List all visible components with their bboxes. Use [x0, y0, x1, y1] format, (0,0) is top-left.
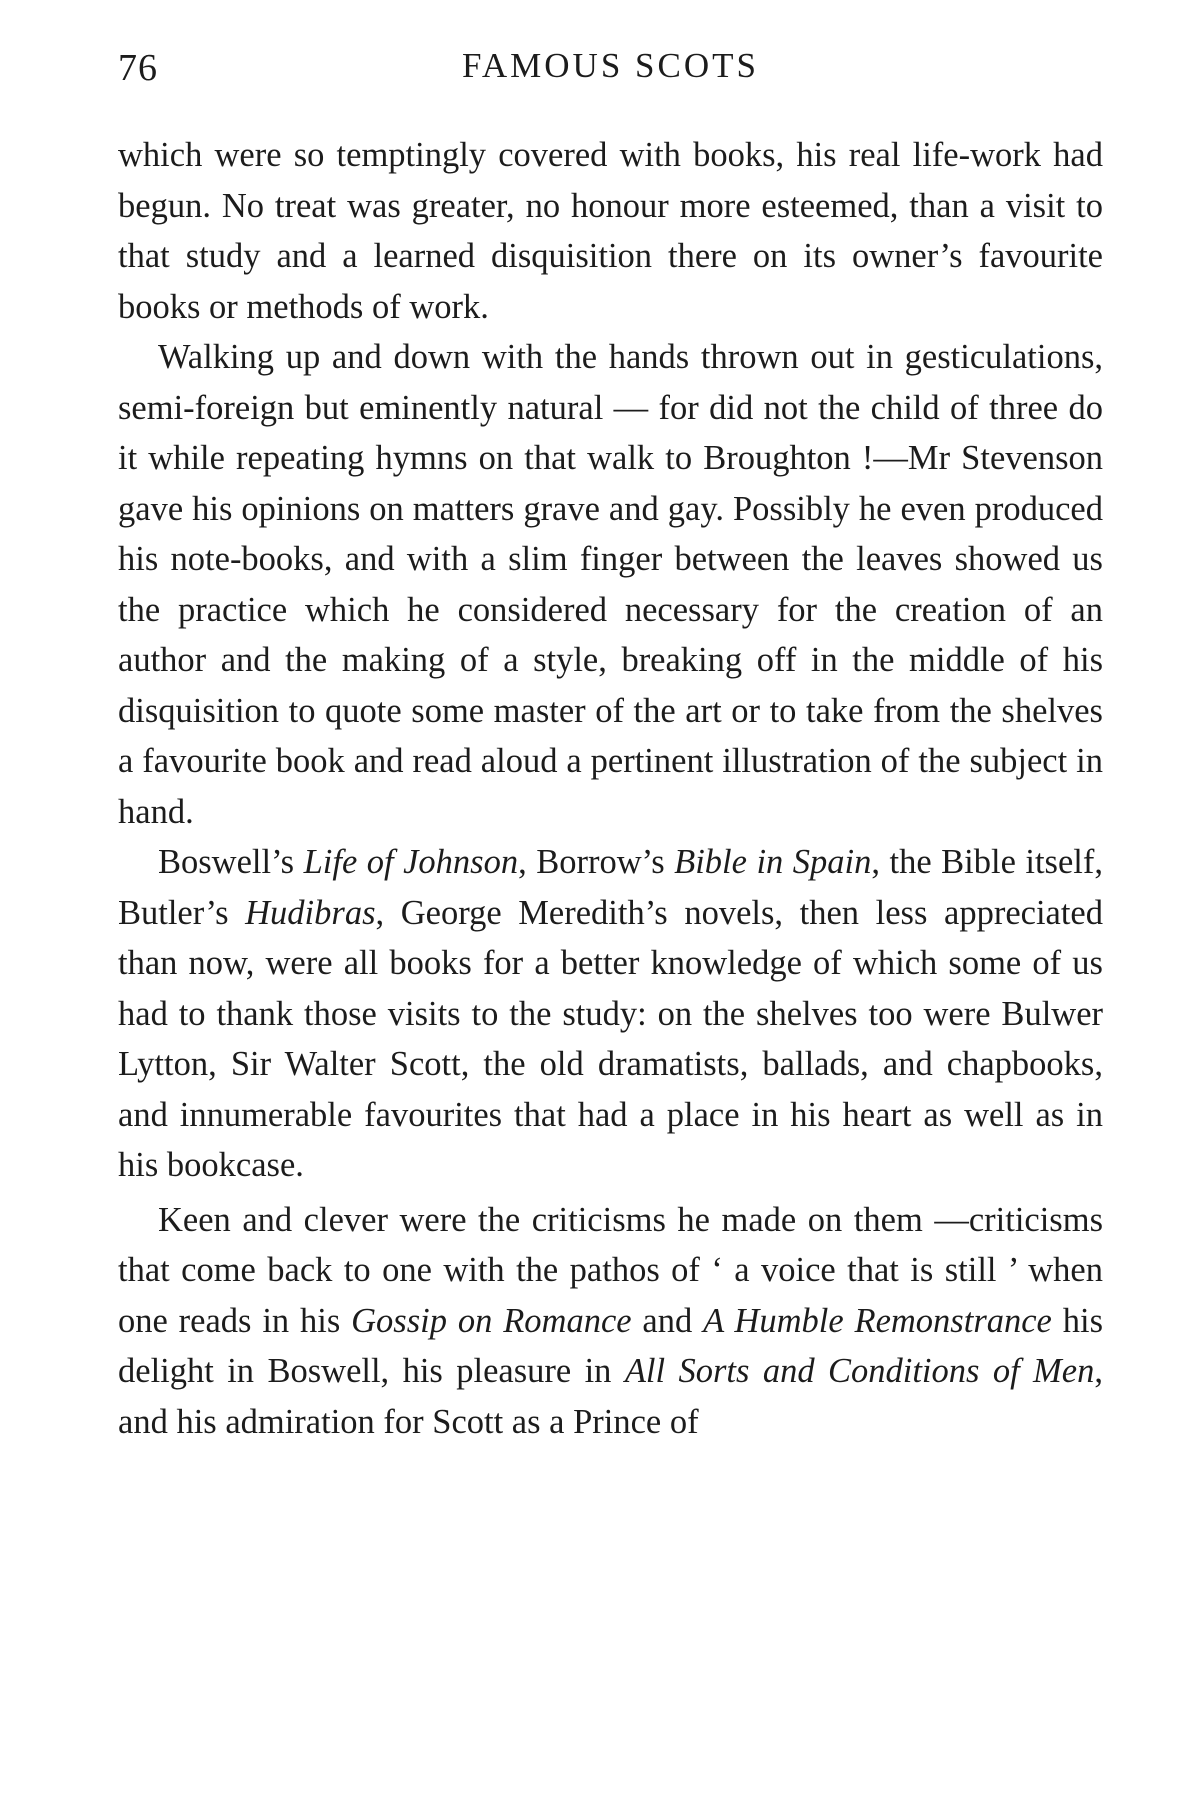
paragraph: [118, 837, 1103, 1191]
text-run: which were so temptingly covered with books, his real life-work had begun. No treat was greater, no honour more esteemed, than a visit to that study and a learned disquisition there on its owner’s favourite books or methods of work.: [118, 136, 1103, 326]
italic-title: Life of Johnson: [303, 843, 519, 881]
text-run: , and his admiration for Scott as a Prince of: [118, 1352, 1103, 1441]
text-run: , the Bible itself, Butler’s: [118, 843, 1103, 932]
italic-title: Hudibras: [245, 893, 376, 932]
italic-title: All Sorts and Conditions of Men: [624, 1352, 1095, 1390]
italic-title: Gossip on Romance: [351, 1301, 632, 1340]
text-run: , George Meredith’s novels, then less appreciated than now, were all books for a better knowledge of which some of us had to thank those visits to the study: on the shelves too were Bulwer Lytton, Sir Walter Scott, the old dramatists, ballads, and chapbooks, and innumerable favourites that had a place in his heart as well as in his bookcase.: [118, 893, 1103, 1184]
paragraph: [118, 130, 1103, 332]
text-run: , Borrow’s: [518, 843, 675, 881]
text-run: his delight in Boswell, his pleasure in: [118, 1301, 1103, 1390]
italic-title: A Humble Remonstrance: [703, 1301, 1052, 1340]
body-text: [118, 130, 1103, 1447]
text-run: and: [631, 1301, 704, 1340]
italic-title: Bible in Spain: [674, 843, 872, 881]
paragraph: [118, 1195, 1103, 1448]
text-run: Keen and clever were the criticisms he made on them —criticisms that come back to one with the pathos of ‘ a voice that is still ’ when one reads in his: [118, 1200, 1103, 1340]
text-run: Boswell’s: [158, 843, 304, 881]
running-title: FAMOUS SCOTS: [462, 46, 759, 85]
page-number: 76: [118, 47, 158, 89]
running-head: [118, 46, 1103, 96]
paragraph: [118, 332, 1103, 837]
text-run: Walking up and down with the hands thrown out in gesticulations, semi-foreign but eminently natural — for did not the child of three do it while repeating hymns on that walk to Broughton !—Mr Stevenson gave his opinions on matters grave and gay. Possibly he even produced his note-books, and with a slim finger between the leaves showed us the practice which he considered necessary for the creation of an author and the making of a style, breaking off in the middle of his disquisition to quote some master of the art or to take from the shelves a favourite book and read aloud a pertinent illustration of the subject in hand.: [118, 338, 1103, 831]
